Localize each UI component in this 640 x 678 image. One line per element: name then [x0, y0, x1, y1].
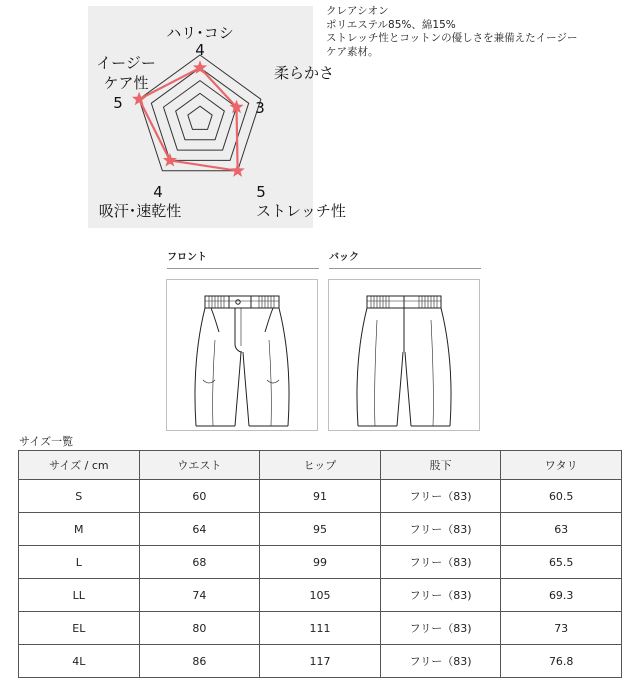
cell-hip: 91	[260, 480, 381, 513]
front-view-drawing	[166, 279, 318, 431]
radar-axis-value: 4	[195, 41, 205, 59]
radar-axis-label: ハリ･コシ	[166, 24, 234, 42]
pants-front-illustration	[167, 280, 317, 430]
radar-point-star-icon	[132, 92, 146, 106]
radar-axis-label: ストレッチ性	[256, 202, 346, 220]
fabric-feature-line-2: ケア素材。	[326, 45, 379, 58]
table-row	[19, 579, 622, 612]
radar-grid-ring	[176, 93, 225, 139]
back-view-drawing	[328, 279, 480, 431]
radar-plot	[132, 60, 245, 177]
header-inseam: 股下	[380, 451, 501, 480]
cell-waist: 64	[139, 513, 260, 546]
cell-thigh: 60.5	[501, 480, 622, 513]
radar-axis-value: 5	[113, 94, 123, 112]
radar-axis-value: 4	[153, 183, 163, 201]
cell-inseam: フリー（83)	[380, 480, 501, 513]
table-row	[19, 645, 622, 678]
header-size: サイズ / cm	[19, 451, 140, 480]
cell-inseam: フリー（83)	[380, 579, 501, 612]
radar-axis-value: 5	[256, 183, 266, 201]
table-row	[19, 546, 622, 579]
table-row	[19, 612, 622, 645]
cell-thigh: 73	[501, 612, 622, 645]
front-view-divider	[167, 268, 319, 269]
fabric-description	[326, 5, 577, 59]
radar-grid-ring	[139, 55, 261, 171]
radar-grid-ring	[188, 106, 212, 129]
cell-hip: 95	[260, 513, 381, 546]
radar-axis-label: イージーケア性	[96, 54, 156, 92]
back-view-label: バック	[329, 252, 359, 263]
cell-hip: 117	[260, 645, 381, 678]
cell-size: M	[19, 513, 140, 546]
size-table-header-row	[19, 451, 622, 480]
fabric-feature-line-1: ストレッチ性とコットンの優しさを兼備えたイージー	[326, 32, 578, 44]
radar-point-star-icon	[230, 163, 244, 177]
radar-axis-value: 3	[255, 99, 265, 117]
back-view-divider	[329, 268, 481, 269]
radar-axis-label: 柔らかさ	[274, 64, 335, 82]
fabric-name: クレアシオン	[326, 5, 389, 17]
cell-waist: 80	[139, 612, 260, 645]
cell-waist: 74	[139, 579, 260, 612]
radar-axis-label: 吸汗･速乾性	[98, 202, 182, 220]
radar-chart-panel	[88, 6, 346, 228]
table-row	[19, 480, 622, 513]
cell-inseam: フリー（83)	[380, 513, 501, 546]
header-waist: ウエスト	[139, 451, 260, 480]
header-hip: ヒップ	[260, 451, 381, 480]
cell-thigh: 65.5	[501, 546, 622, 579]
radar-grid	[139, 55, 261, 171]
cell-thigh: 76.8	[501, 645, 622, 678]
cell-hip: 111	[260, 612, 381, 645]
cell-size: S	[19, 480, 140, 513]
size-table	[18, 450, 622, 678]
cell-thigh: 63	[501, 513, 622, 546]
size-table-caption: サイズ一覧	[19, 435, 74, 448]
header-thigh: ワタリ	[501, 451, 622, 480]
cell-thigh: 69.3	[501, 579, 622, 612]
cell-inseam: フリー（83)	[380, 645, 501, 678]
cell-size: L	[19, 546, 140, 579]
cell-size: LL	[19, 579, 140, 612]
table-row	[19, 513, 622, 546]
cell-size: 4L	[19, 645, 140, 678]
cell-hip: 105	[260, 579, 381, 612]
pants-back-illustration	[329, 280, 479, 430]
cell-size: EL	[19, 612, 140, 645]
radar-plot-line	[139, 68, 237, 171]
cell-waist: 68	[139, 546, 260, 579]
radar-point-star-icon	[163, 153, 177, 167]
cell-waist: 60	[139, 480, 260, 513]
front-view-label: フロント	[167, 252, 207, 263]
cell-inseam: フリー（83)	[380, 546, 501, 579]
cell-inseam: フリー（83)	[380, 612, 501, 645]
fabric-composition: ポリエステル85%、綿15%	[326, 18, 456, 31]
cell-hip: 99	[260, 546, 381, 579]
cell-waist: 86	[139, 645, 260, 678]
radar-chart	[88, 6, 346, 228]
